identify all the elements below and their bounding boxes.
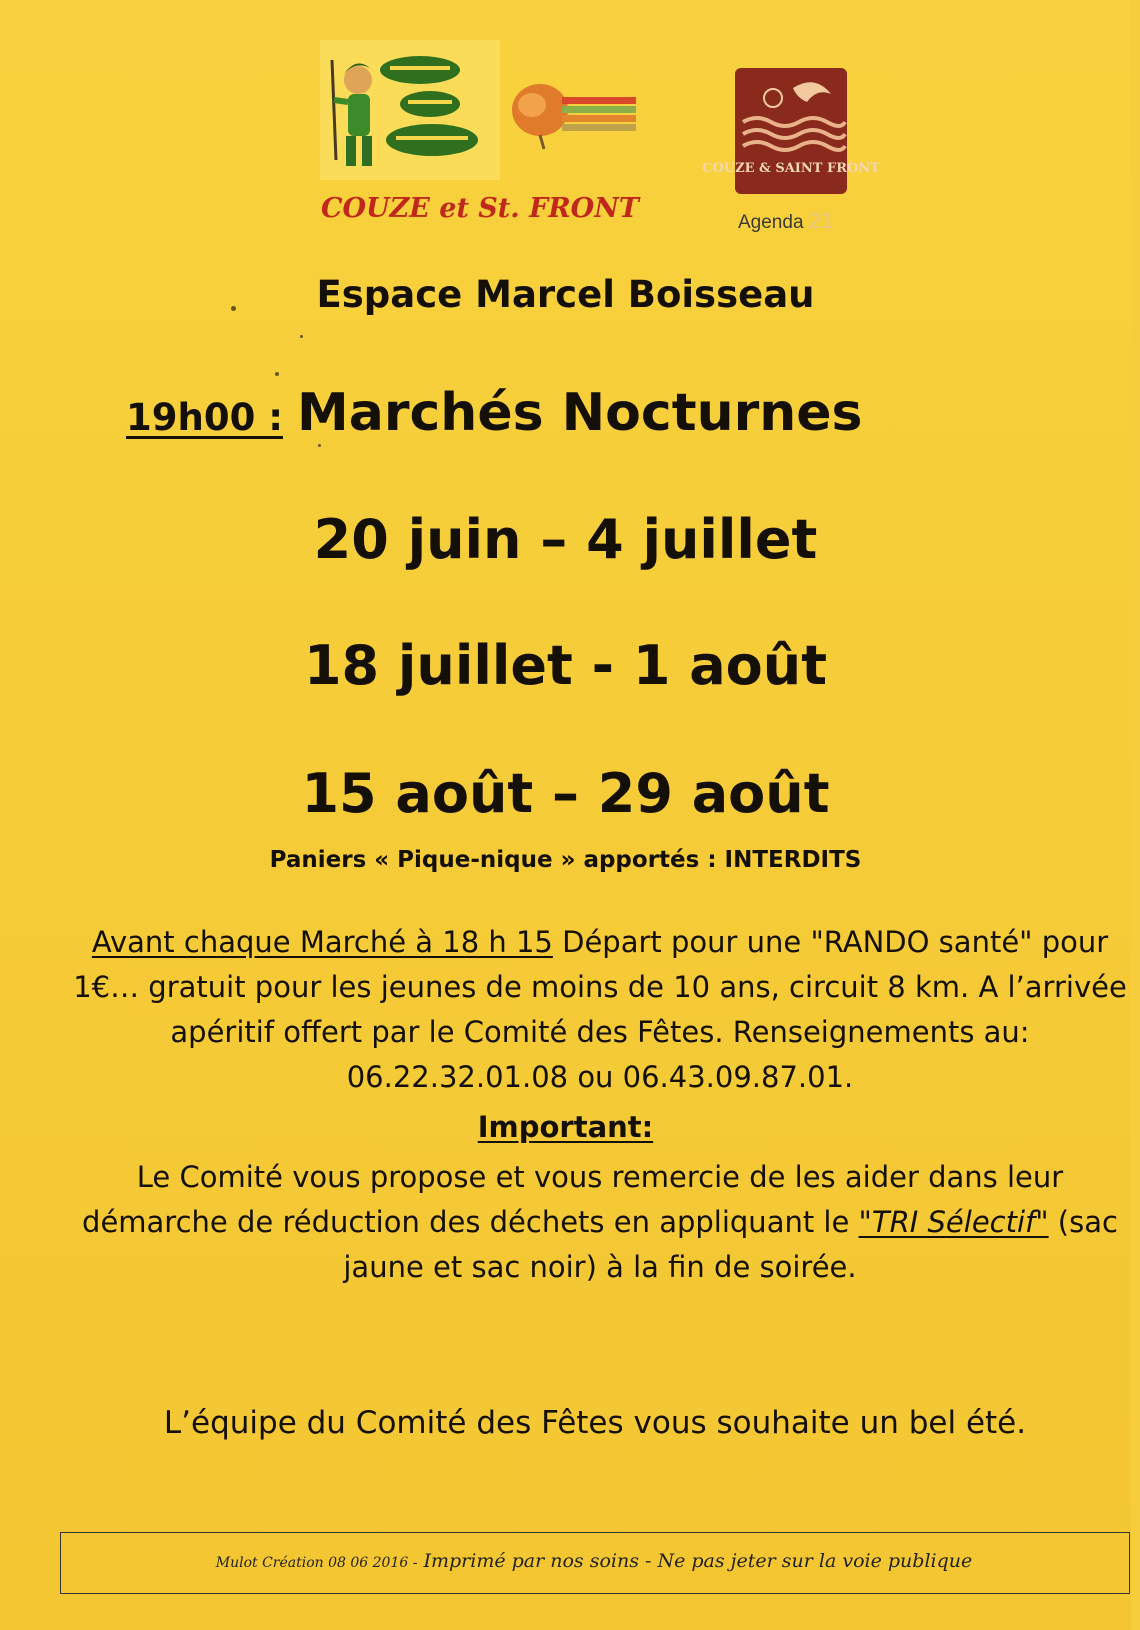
footer-notice: Imprimé par nos soins - Ne pas jeter sur la voie publique xyxy=(417,1550,973,1572)
couze-saint-front-logo xyxy=(702,68,880,194)
couze-badge-text: COUZE & SAINT FRONT xyxy=(702,161,880,176)
date-range-3: 15 août – 29 août xyxy=(301,762,830,825)
rando-title: Départ pour une "RANDO santé" xyxy=(552,925,1033,959)
rando-details: pour 1€… gratuit pour les jeunes de moins de 10 ans, circuit 8 km. A l’arrivée apéritif offert par le Comité des Fêtes. Renseignements au: 06.22.32.01.08 ou 06.43.09.87.01. xyxy=(73,925,1127,1094)
rando-schedule: Avant chaque Marché à 18 h 15 xyxy=(91,925,553,959)
speck xyxy=(318,444,321,447)
tri-selectif: "TRI Sélectif" xyxy=(858,1205,1049,1239)
date-range-1: 20 juin – 4 juillet xyxy=(313,508,818,571)
speck xyxy=(300,335,303,338)
agenda-21-label: Agenda 21 xyxy=(738,208,834,233)
date-range-2: 18 juillet - 1 août xyxy=(303,634,828,697)
time-title-line xyxy=(126,383,862,443)
recycling-paragraph: Le Comité vous propose et vous remercie de les aider dans leur démarche de réduction des déchets en appliquant le "TRI Sélectif" (sac jaune et sac noir) à la fin de soirée. xyxy=(82,1160,1118,1284)
closing-message: L’équipe du Comité des Fêtes vous souhaite un bel été. xyxy=(163,1405,1027,1441)
comite-caption: COUZE et St. FRONT xyxy=(321,193,639,224)
rando-paragraph xyxy=(60,920,1140,1100)
comite-des-fetes-logo xyxy=(320,40,500,180)
important-heading: Important: xyxy=(477,1110,654,1144)
footer-credit: Mulot Création 08 06 2016 - xyxy=(215,1555,418,1571)
picnic-notice: Paniers « Pique-nique » apportés : INTERDITS xyxy=(269,847,862,873)
venue-heading: Espace Marcel Boisseau xyxy=(316,273,815,316)
footer-text xyxy=(60,1550,1128,1572)
banner-decoration xyxy=(510,75,640,150)
start-time: 19h00 : xyxy=(126,396,283,439)
page-title: Marchés Nocturnes xyxy=(297,383,863,443)
speck xyxy=(275,372,279,376)
